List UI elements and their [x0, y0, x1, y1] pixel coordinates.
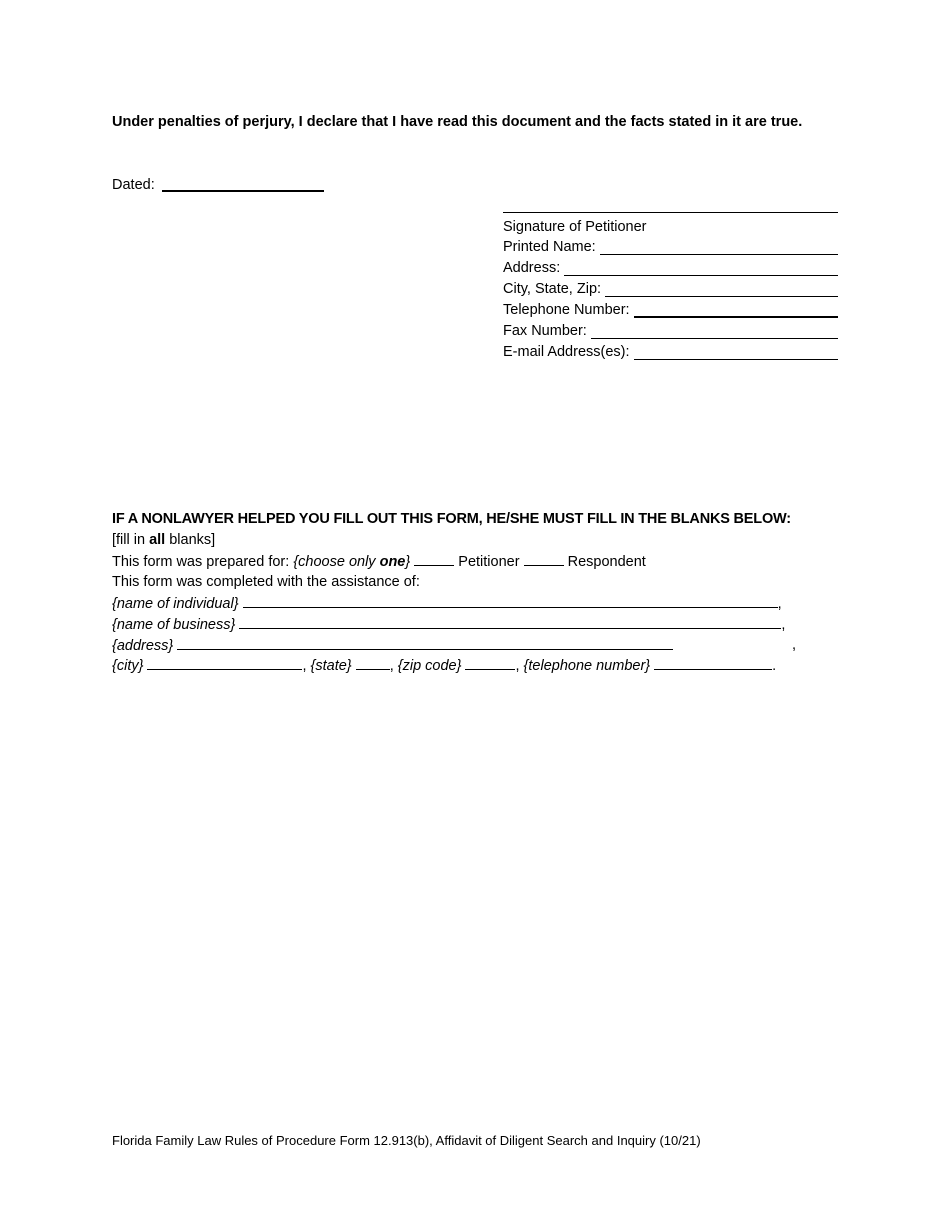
fax-field[interactable]	[591, 338, 838, 339]
dated-field[interactable]	[162, 190, 324, 192]
name-business-field[interactable]	[239, 614, 781, 629]
city-state-zip-phone-line: {city} , {state} , {zip code} , {telephone number} .	[112, 655, 776, 677]
printed-name-label: Printed Name:	[503, 239, 596, 255]
printed-name-row	[503, 237, 838, 258]
nonlawyer-state-field[interactable]	[356, 655, 390, 670]
prepared-for-line	[112, 551, 646, 573]
nonlawyer-address-label: {address}	[112, 638, 174, 654]
telephone-label: Telephone Number:	[503, 302, 630, 318]
fill-all-instruction	[112, 530, 215, 551]
telephone-field[interactable]	[634, 316, 838, 318]
form-footer: Florida Family Law Rules of Procedure Form 12.913(b), Affidavit of Diligent Search and Inquiry (10/21)	[112, 1133, 701, 1148]
nonlawyer-state-label: {state}	[310, 658, 352, 674]
nonlawyer-address-line	[112, 635, 673, 657]
fill-bold-text: all	[149, 532, 166, 548]
respondent-blank[interactable]	[524, 551, 564, 566]
email-row	[503, 342, 838, 363]
petitioner-blank[interactable]	[414, 551, 454, 566]
petitioner-option: Petitioner	[458, 554, 520, 570]
fill-open-text: [fill in	[112, 532, 150, 548]
email-label: E-mail Address(es):	[503, 344, 630, 360]
city-state-zip-row	[503, 279, 838, 300]
name-individual-line: {name of individual} ,	[112, 593, 782, 615]
nonlawyer-city-field[interactable]	[147, 655, 302, 670]
name-business-line: {name of business} ,	[112, 614, 785, 636]
completed-with-text: This form was completed with the assistance of:	[112, 574, 420, 590]
telephone-row	[503, 300, 838, 321]
address-field[interactable]	[564, 275, 838, 276]
name-individual-label: {name of individual}	[112, 596, 239, 612]
nonlawyer-heading: IF A NONLAWYER HELPED YOU FILL OUT THIS FORM, HE/SHE MUST FILL IN THE BLANKS BELOW:	[112, 511, 791, 527]
city-state-zip-field[interactable]	[605, 296, 838, 297]
choose-close-text: }	[405, 554, 411, 570]
address-comma: ,	[792, 637, 797, 653]
choose-one-text: one	[379, 554, 406, 570]
name-business-label: {name of business}	[112, 617, 236, 633]
name-individual-field[interactable]	[243, 593, 778, 608]
nonlawyer-zip-field[interactable]	[465, 655, 515, 670]
dated-label: Dated:	[112, 177, 155, 193]
email-field[interactable]	[634, 359, 838, 360]
city-state-zip-label: City, State, Zip:	[503, 281, 602, 297]
signature-label: Signature of Petitioner	[503, 219, 647, 235]
address-row	[503, 258, 838, 279]
nonlawyer-telephone-field[interactable]	[654, 655, 772, 670]
signature-line[interactable]	[503, 212, 838, 213]
nonlawyer-zip-label: {zip code}	[397, 658, 462, 674]
respondent-option: Respondent	[567, 554, 646, 570]
prepared-for-label: This form was prepared for:	[112, 554, 294, 570]
perjury-declaration: Under penalties of perjury, I declare that I have read this document and the facts stated in it are true.	[112, 114, 803, 130]
nonlawyer-telephone-label: {telephone number}	[523, 658, 651, 674]
nonlawyer-city-label: {city}	[112, 658, 144, 674]
fax-label: Fax Number:	[503, 323, 587, 339]
nonlawyer-address-field[interactable]	[177, 635, 673, 650]
fax-row	[503, 321, 838, 342]
choose-only-text: {choose only	[293, 554, 380, 570]
printed-name-field[interactable]	[600, 254, 838, 255]
fill-close-text: blanks]	[165, 532, 216, 548]
address-label: Address:	[503, 260, 561, 276]
